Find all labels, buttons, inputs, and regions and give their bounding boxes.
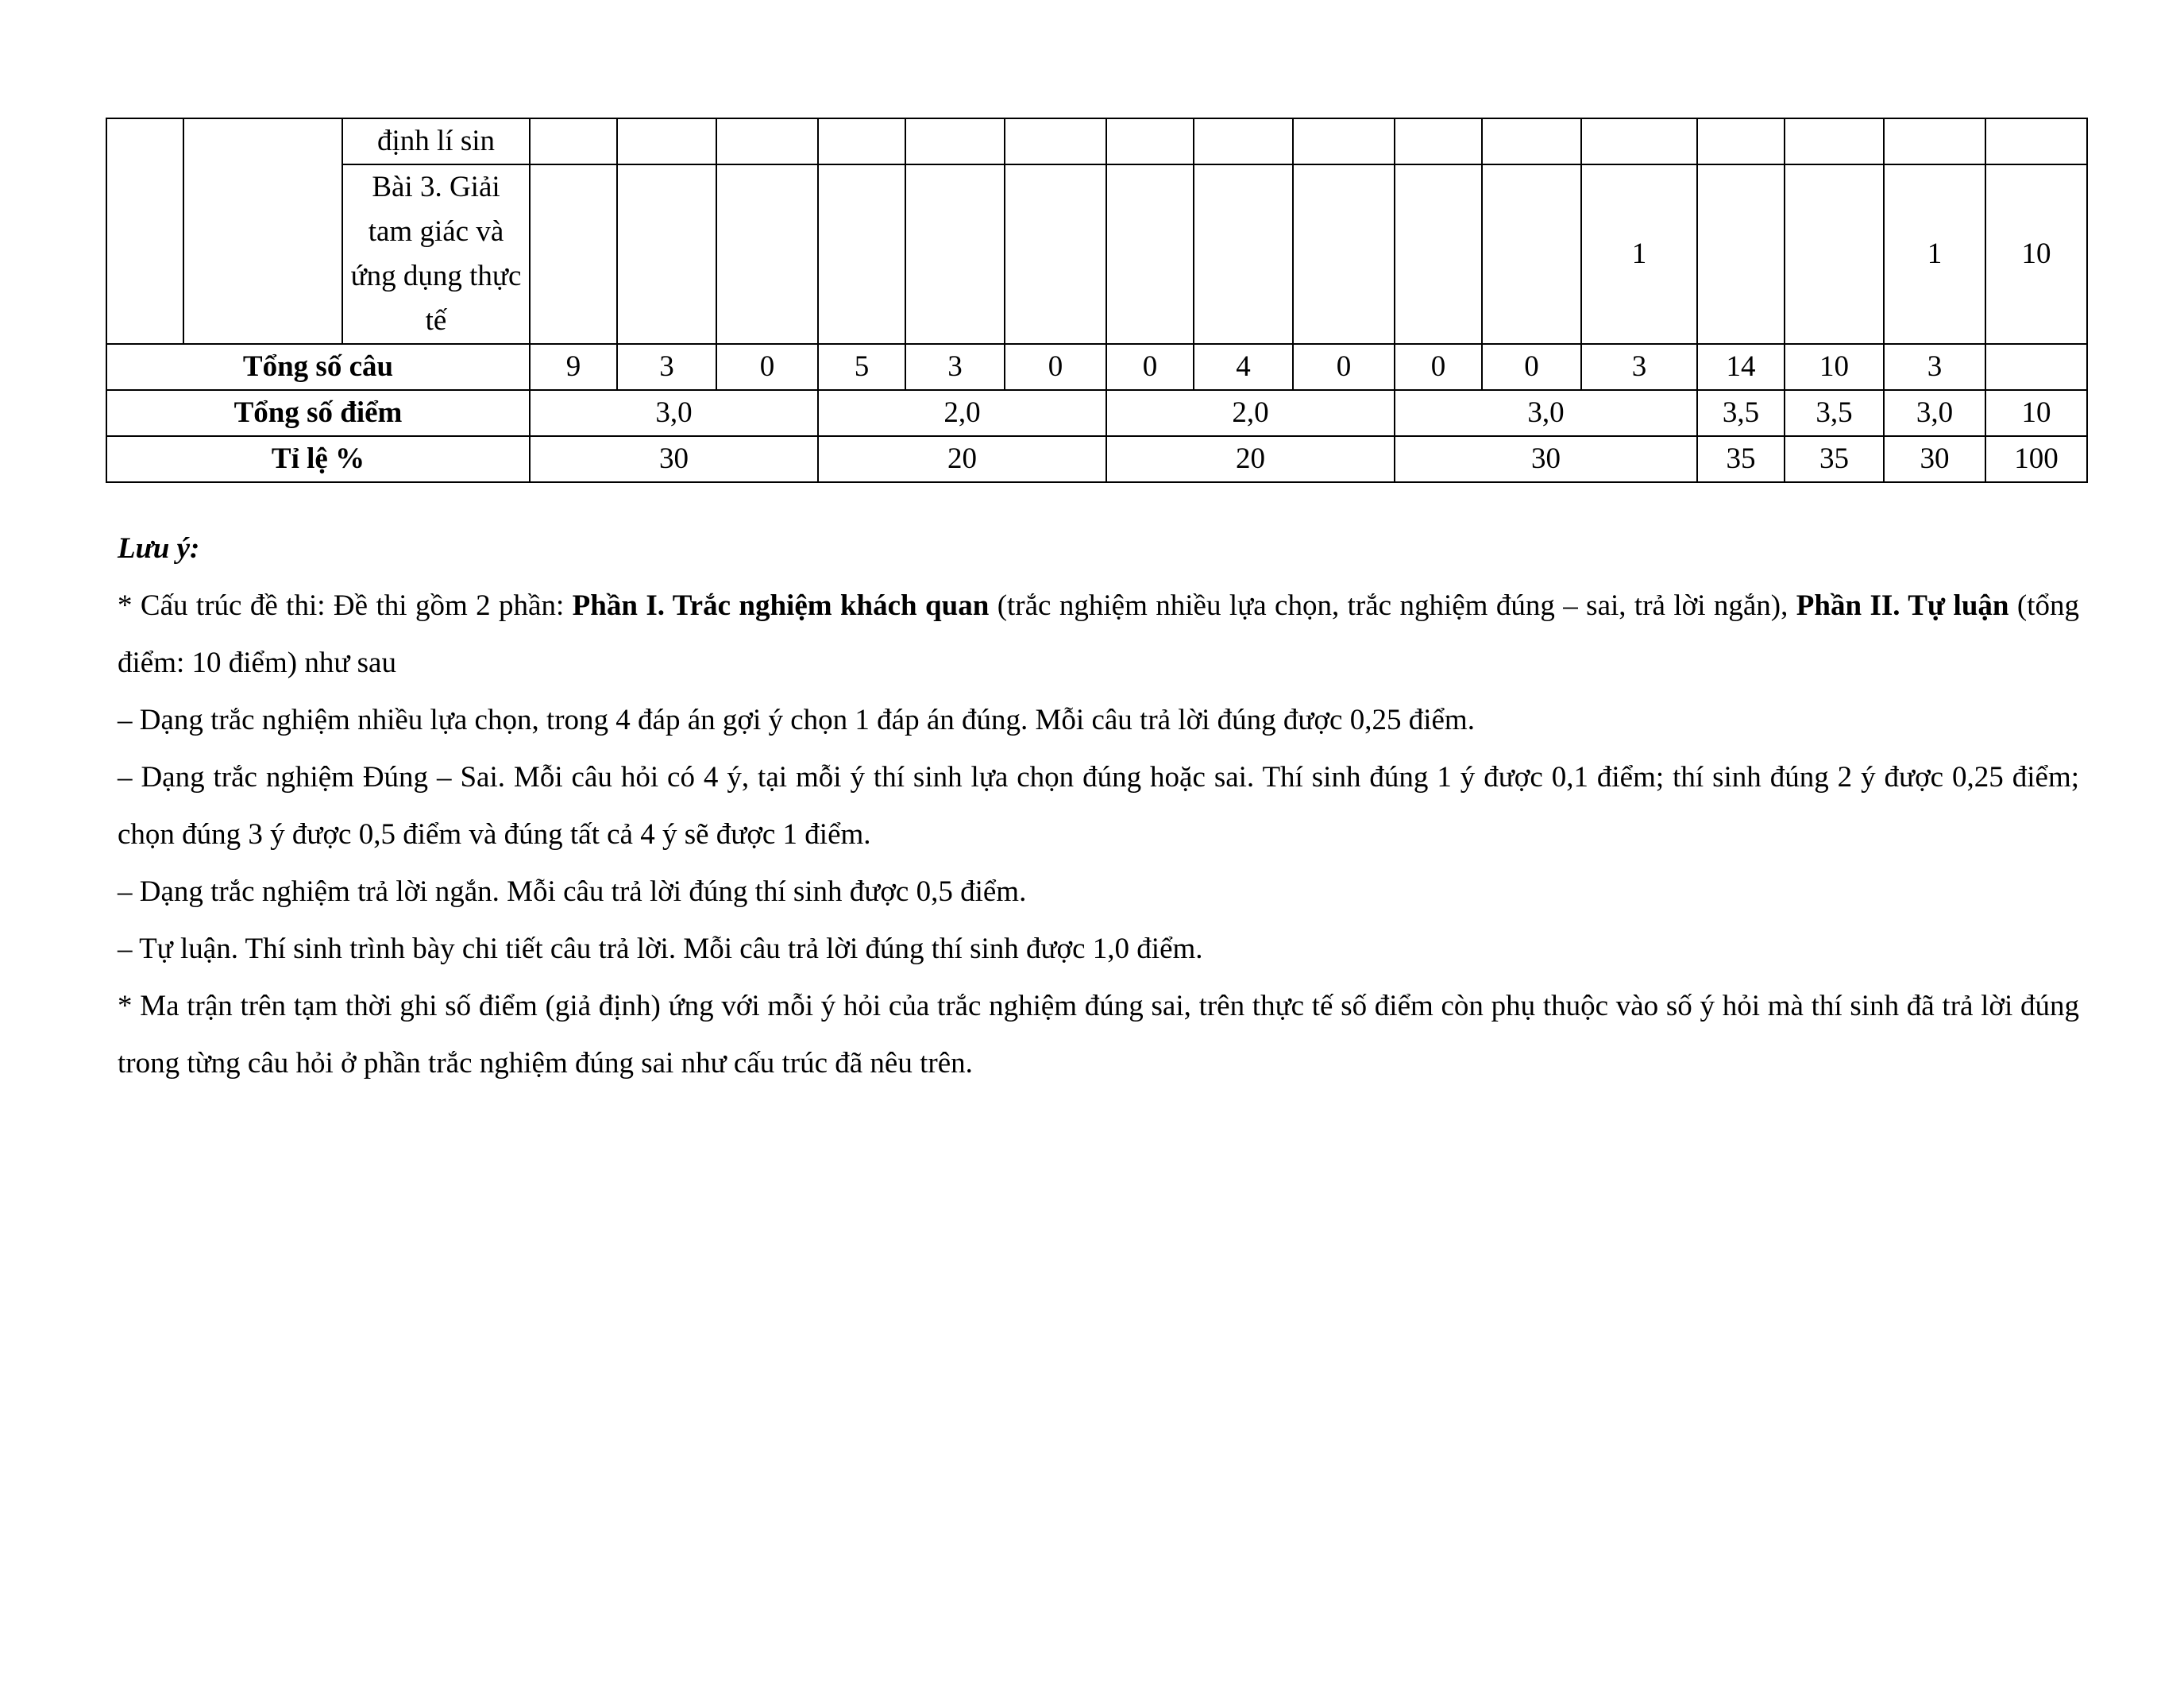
value-cell: [1395, 164, 1482, 344]
note-true-false: – Dạng trắc nghiệm Đúng – Sai. Mỗi câu hỏi có 4 ý, tại mỗi ý thí sinh lựa chọn đúng hoặc sai. Thí sinh đúng 1 ý được 0,1 điểm; thí sinh đúng 2 ý được 0,25 điểm; chọn đúng 3 ý được 0,5 điểm và đúng tất cả 4 ý sẽ được 1 điểm.: [118, 761, 2079, 851]
value-cell: [1785, 164, 1884, 344]
structure-note: * Cấu trúc đề thi: Đề thi gồm 2 phần: Phần I. Trắc nghiệm khách quan (trắc nghiệm nhiều lựa chọn, trắc nghiệm đúng – sai, trả lời ngắn), Phần II. Tự luận (tổng điểm: 10 điểm) như sau: [118, 589, 2079, 679]
value-cell: 2,0: [1106, 390, 1395, 436]
value-cell: [1194, 164, 1293, 344]
notes-section: [118, 520, 2079, 1092]
value-cell: 0: [716, 344, 818, 390]
note-matrix: * Ma trận trên tạm thời ghi số điểm (giả định) ứng với mỗi ý hỏi của trắc nghiệm đúng sai, trên thực tế số điểm còn phụ thuộc vào số ý hỏi mà thí sinh đã trả lời đúng trong từng câu hỏi ở phần trắc nghiệm đúng sai như cấu trúc đã nêu trên.: [118, 990, 2079, 1080]
value-cell: 0: [1106, 344, 1194, 390]
value-cell: 0: [1005, 344, 1106, 390]
value-cell: 14: [1697, 344, 1785, 390]
value-cell: 3: [617, 344, 716, 390]
value-cell: 1: [1884, 164, 1985, 344]
notes-title: Lưu ý:: [118, 532, 200, 565]
value-cell: [530, 164, 617, 344]
value-cell: [1293, 164, 1395, 344]
value-cell: 10: [1785, 344, 1884, 390]
part2-label: Phần II. Tự luận: [1796, 589, 2009, 622]
part1-label: Phần I. Trắc nghiệm khách quan: [572, 589, 990, 622]
total-questions-label: Tổng số câu: [106, 344, 530, 390]
value-cell: 10: [1985, 390, 2087, 436]
value-cell: 3: [1884, 344, 1985, 390]
table-row-lesson-cont: [106, 118, 2087, 164]
value-cell: 2,0: [818, 390, 1106, 436]
table-row-ratio: [106, 436, 2087, 482]
value-cell: 3,5: [1697, 390, 1785, 436]
topic-number-cell: [106, 118, 183, 344]
value-cell: 35: [1785, 436, 1884, 482]
value-cell: [1697, 164, 1785, 344]
value-cell: 5: [818, 344, 905, 390]
value-cell: [1005, 164, 1106, 344]
value-cell: [716, 164, 818, 344]
value-cell: 0: [1395, 344, 1482, 390]
value-cell: 3: [1581, 344, 1697, 390]
table-row-lesson3: [106, 164, 2087, 344]
lesson-cell: định lí sin: [342, 118, 530, 164]
value-cell: 9: [530, 344, 617, 390]
value-cell: [818, 164, 905, 344]
value-cell: 100: [1985, 436, 2087, 482]
value-cell: 30: [1395, 436, 1697, 482]
table-row-total-points: [106, 390, 2087, 436]
value-cell: 0: [1482, 344, 1581, 390]
value-cell: [617, 164, 716, 344]
value-cell: 20: [818, 436, 1106, 482]
table-row-total-questions: [106, 344, 2087, 390]
value-cell: 3: [905, 344, 1005, 390]
value-cell: [905, 164, 1005, 344]
value-cell: 0: [1293, 344, 1395, 390]
value-cell: [1482, 164, 1581, 344]
value-cell: [1985, 344, 2087, 390]
total-points-label: Tổng số điểm: [106, 390, 530, 436]
topic-name-cell: [183, 118, 342, 344]
value-cell: 30: [530, 436, 818, 482]
value-cell: 3,0: [1884, 390, 1985, 436]
value-cell: 35: [1697, 436, 1785, 482]
note-essay: – Tự luận. Thí sinh trình bày chi tiết câu trả lời. Mỗi câu trả lời đúng thí sinh được 1,0 điểm.: [118, 933, 1203, 965]
note-multiple-choice: – Dạng trắc nghiệm nhiều lựa chọn, trong 4 đáp án gợi ý chọn 1 đáp án đúng. Mỗi câu trả lời đúng được 0,25 điểm.: [118, 704, 1475, 736]
value-cell: 10: [1985, 164, 2087, 344]
value-cell: 30: [1884, 436, 1985, 482]
value-cell: 3,0: [530, 390, 818, 436]
value-cell: 20: [1106, 436, 1395, 482]
ratio-label: Tỉ lệ %: [106, 436, 530, 482]
note-short-answer: – Dạng trắc nghiệm trả lời ngắn. Mỗi câu trả lời đúng thí sinh được 0,5 điểm.: [118, 875, 1027, 908]
value-cell: 1: [1581, 164, 1697, 344]
value-cell: 4: [1194, 344, 1293, 390]
lesson-cell: Bài 3. Giải tam giác và ứng dụng thực tế: [342, 164, 530, 344]
value-cell: 3,0: [1395, 390, 1697, 436]
value-cell: [1106, 164, 1194, 344]
matrix-table: [106, 118, 2088, 483]
value-cell: 3,5: [1785, 390, 1884, 436]
